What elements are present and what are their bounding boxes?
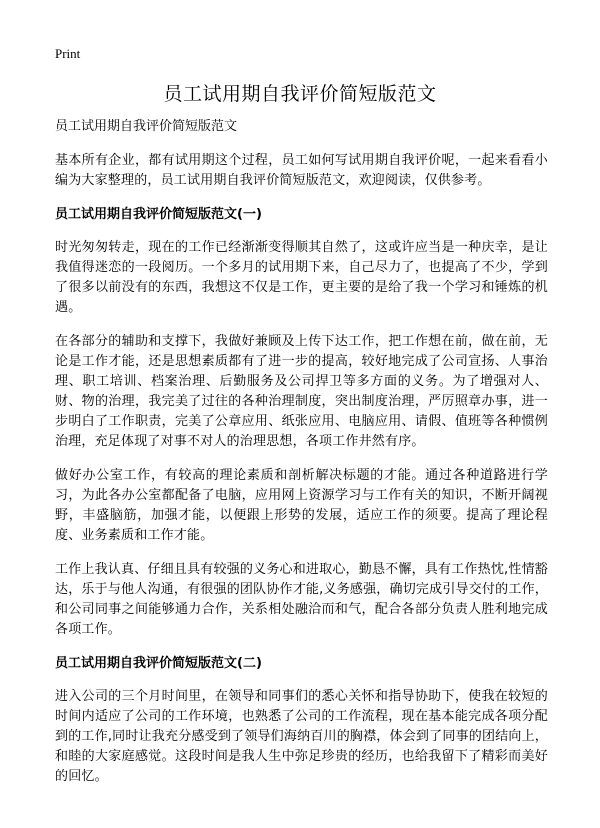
print-link[interactable]: Print [55,46,81,61]
section-2-paragraph-1: 进入公司的三个月时间里，在领导和同事们的悉心关怀和指导协助下，使我在较短的时间内适应了公司的工作环境，也熟悉了公司的工作流程，现在基本能完成各项分配到的工作,同时让我充分感受到了领导们海纳百川的胸襟，体会到了同事的团结向上，和睦的大家庭感觉。这段时间是我人生中弥足珍贵的经历，也给我留下了精彩而美好的回忆。 [55,689,548,784]
page-title: 员工试用期自我评价简短版范文 [163,83,437,105]
section-1-paragraph-3: 做好办公室工作，有较高的理论素质和剖析解决标题的才能。通过各种道路进行学习，为此各办公室都配备了电脑，应用网上资源学习与工作有关的知识，不断开阔视野，丰盛脑筋，加强才能，以便跟上形势的发展，适应工作的须要。提高了理论程度、业务素质和工作才能。 [55,468,548,543]
intro-paragraph: 基本所有企业，都有试用期这个过程，员工如何写试用期自我评价呢，一起来看看小编为大家整理的，员工试用期自我评价简短版范文，欢迎阅读，仅供参考。 [55,153,548,188]
section-1-paragraph-4: 工作上我认真、仔细且具有较强的义务心和进取心，勤恳不懈，具有工作热忱,性情豁达，乐于与他人沟通，有很强的团队协作才能,义务感强，确切完成引导交付的工作，和公司同事之间能够通力合作，关系相处融洽而和气，配合各部分负责人胜利地完成各项工作。 [55,562,548,637]
document-body [55,117,548,801]
section-1-paragraph-2: 在各部分的辅助和支撑下，我做好兼顾及上传下达工作，把工作想在前，做在前，无论是工作才能，还是思想素质都有了进一步的提高，较好地完成了公司宣扬、人事治理、职工培训、档案治理、后勤服务及公司捍卫等多方面的义务。为了增强对人、财、物的治理，我完美了过往的各种治理制度，突出制度治理，严厉照章办事，进一步明白了工作职责，完美了公章应用、纸张应用、电脑应用、请假、值班等各种惯例治理，充足体现了对事不对人的治理思想，各项工作井然有序。 [55,334,548,449]
section-heading-1: 员工试用期自我评价简短版范文(一) [55,207,262,222]
section-1-paragraph-1: 时光匆匆转走，现在的工作已经渐渐变得顺其自然了，这或许应当是一种庆幸，是让我值得迷恋的一段阅历。一个多月的试用期下来，自己尽力了，也提高了不少，学到了很多以前没有的东西，我想这不仅是工作，更主要的是给了我一个学习和锤炼的机遇。 [55,240,548,315]
section-heading-2: 员工试用期自我评价简短版范文(二) [55,656,262,671]
document-subtitle: 员工试用期自我评价简短版范文 [55,119,238,134]
